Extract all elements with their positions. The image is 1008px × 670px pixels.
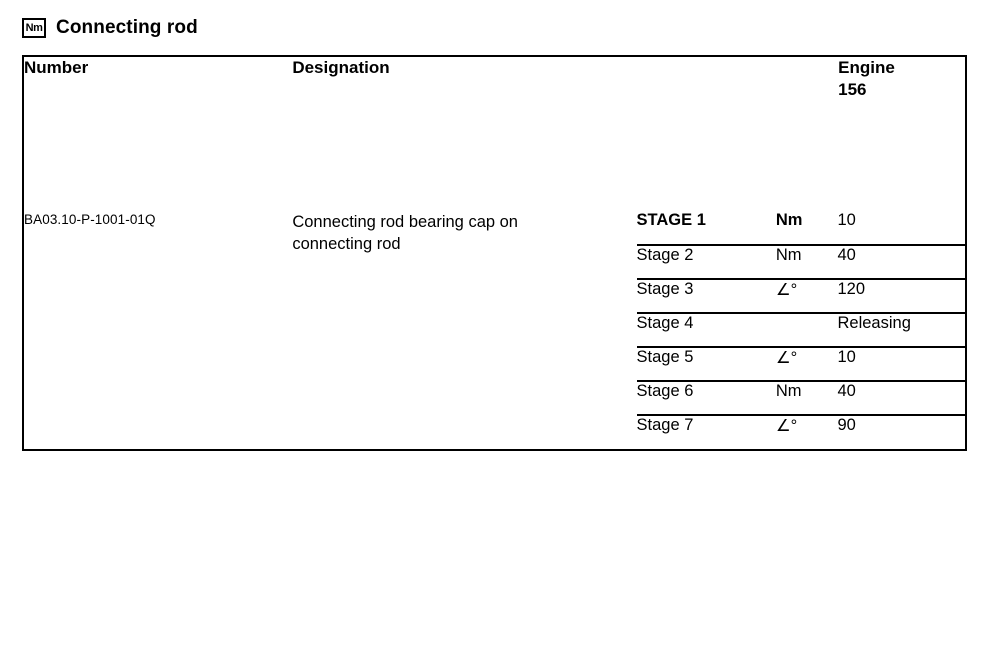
cell-designation-line2: connecting rod: [292, 235, 401, 254]
stage-value: 10: [837, 211, 856, 229]
stage-value: 90: [837, 415, 965, 449]
nm-torque-icon: [22, 18, 46, 38]
column-header-engine-line1: Engine: [838, 58, 895, 77]
stage-unit: Nm: [775, 211, 803, 229]
stage-label: STAGE 1: [636, 211, 706, 229]
stage-row: [637, 347, 966, 381]
stage-label: Stage 5: [637, 347, 776, 381]
stage-row: [637, 381, 966, 415]
page-title: Connecting rod: [56, 17, 198, 38]
stage-unit-angle-icon: ∠°: [776, 347, 838, 381]
stage-label: Stage 4: [637, 313, 776, 347]
cell-designation-line1: Connecting rod bearing cap on: [292, 213, 518, 231]
stage-label: Stage 6: [637, 381, 776, 415]
column-header-number: Number: [24, 58, 89, 77]
column-header-engine: [838, 56, 966, 211]
cell-part-number: BA03.10-P-1001-01Q: [24, 212, 156, 227]
stage-row: [637, 415, 966, 449]
stage-table-container: [637, 211, 967, 450]
stage-value: 10: [837, 347, 965, 381]
table-row: [23, 211, 966, 450]
stage-unit: Nm: [776, 381, 838, 415]
stage-table: [637, 211, 966, 449]
stage-label: Stage 7: [637, 415, 776, 449]
stage-value: Releasing: [837, 313, 965, 347]
torque-specification-table: [22, 55, 967, 451]
stage-value: 40: [837, 381, 965, 415]
nm-badge-label: Nm: [25, 21, 43, 34]
stage-label: Stage 3: [637, 279, 776, 313]
stage-row: [637, 245, 966, 279]
stage-unit: [776, 313, 838, 347]
stage-unit-angle-icon: ∠°: [776, 415, 838, 449]
stage-label: Stage 2: [637, 245, 776, 279]
column-header-engine-line2: 156: [838, 79, 867, 99]
stage-unit-angle-icon: ∠°: [776, 279, 838, 313]
stage-unit: Nm: [776, 245, 838, 279]
column-header-designation: Designation: [292, 58, 390, 77]
stage-row: [637, 279, 966, 313]
document-title-row: [22, 14, 198, 42]
stage-value: 40: [837, 245, 965, 279]
cell-designation: [292, 211, 636, 450]
stage-row: [637, 313, 966, 347]
stage-row: [637, 211, 966, 245]
stage-value: 120: [837, 279, 965, 313]
table-header-row: [23, 56, 966, 211]
